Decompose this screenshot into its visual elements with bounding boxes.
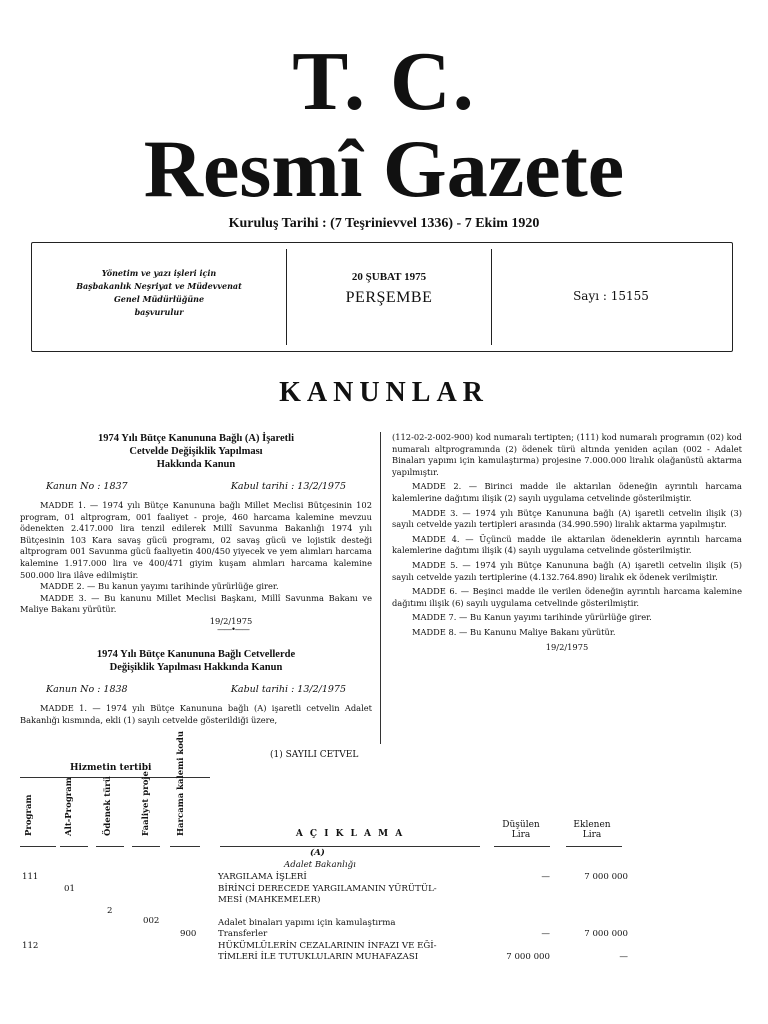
header-rule <box>220 846 480 847</box>
header-rule <box>566 846 622 847</box>
article-3: MADDE 3. — 1974 yılı Bütçe Kanununa bağlı (A) işaretli cetvelin ilişik (3) sayılı cetvelde yazılı tertipleri arasında (34.990.590) liralık aktarma yapılmıştır. <box>392 507 742 530</box>
header-rule <box>60 846 88 847</box>
law-1838-continued <box>392 432 742 653</box>
header-rule <box>170 846 200 847</box>
law-title-line: Hakkında Kanun <box>156 459 236 470</box>
article-1: MADDE 1. — 1974 yılı Bütçe Kanununa bağlı (A) işaretli cetvelin Adalet Bakanlığı kısmında, ekli (1) sayılı cetvelde gösterildiği üzere, <box>20 702 372 725</box>
table-cell-desc: YARGILAMA İŞLERİ <box>218 872 307 882</box>
col-eklenen-label: Eklenen <box>573 820 611 830</box>
issue-weekday: PERŞEMBE <box>345 289 433 306</box>
col-alt-program: Alt-Program <box>64 777 74 836</box>
section-title: KANUNLAR <box>279 377 489 408</box>
law-title <box>20 432 372 471</box>
article-6: MADDE 6. — Beşinci madde ile verilen ödeneğin ayrıntılı harcama kalemine dağıtımı ilişik (6) sayılı uygulama cetvelinde gösterilmiştir. <box>392 586 742 608</box>
issue-date-block <box>287 249 491 365</box>
header-box <box>31 242 733 352</box>
law-date: 19/2/1975 <box>209 615 253 626</box>
founding-date: Kuruluş Tarihi : (7 Teşrinievvel 1336) - 7 Ekim 1920 <box>228 216 540 231</box>
col-odenek: Ödenek türü <box>103 776 113 836</box>
table-cell-desc: Transferler <box>218 929 268 939</box>
header-rule <box>20 846 56 847</box>
law-number: Kanun No : 1837 <box>46 481 128 492</box>
law-title <box>20 648 372 674</box>
article-8: MADDE 8. — Bu Kanunu Maliye Bakanı yürütür. <box>412 626 616 637</box>
separator: ——•—— <box>217 624 249 634</box>
table-cell-program: 111 <box>22 872 39 882</box>
admin-line: başvurulur <box>134 307 184 317</box>
masthead-line1: T. C. <box>292 35 476 128</box>
admin-line: Yönetim ve yazı işleri için <box>101 268 217 278</box>
table-cell-eklenen: 7 000 000 <box>584 872 628 882</box>
col-program: Program <box>24 794 34 836</box>
table-row: Adalet Bakanlığı <box>284 860 356 870</box>
article-5: MADDE 5. — 1974 yılı Bütçe Kanununa bağlı (A) işaretli cetvelin ilişik (5) sayılı cetvelde yazılı tertiplerine (4.132.764.890) liralık ek ödenek verilmiştir. <box>392 559 742 582</box>
table-title: (1) SAYILI CETVEL <box>270 750 359 760</box>
col-harcama: Harcama kalemi kodu <box>176 730 186 836</box>
table-cell-alt: 01 <box>64 884 75 894</box>
article-3: MADDE 3. — Bu kanunu Millet Meclisi Başkanı, Millî Savunma Bakanı ve Maliye Bakanı yürütür. <box>20 592 372 615</box>
table-cell-odenek: 2 <box>107 906 113 916</box>
law-meta <box>20 481 372 492</box>
admin-line: Başbakanlık Neşriyat ve Müdevvenat <box>76 281 242 291</box>
article-1-cont: (112-02-2-002-900) kod numaralı tertipten; (111) kod numaralı programın (02) kod numaralı altprogramında (2) ödenek türü altında yeniden açılan (002 - Adalet Binaları yapımı için kamulaştırma) projesine 7.000.000 liralık olağanüstü aktarma yapılmıştır. <box>392 432 742 477</box>
law-title-line: 1974 Yılı Bütçe Kanununa Bağlı Cetvellerde <box>96 648 296 660</box>
col-eklenen <box>557 820 627 840</box>
law-accepted-date: Kabul tarihi : 13/2/1975 <box>230 683 346 695</box>
issue-number: Sayı : 15155 <box>573 289 649 303</box>
table-cell-desc: MESİ (MAHKEMELER) <box>218 895 321 905</box>
law-meta <box>20 684 372 695</box>
table-cell-desc: TİMLERİ İLE TUTUKLULARIN MUHAFAZASI <box>218 952 419 962</box>
table-cell-dusulen: — <box>541 872 550 882</box>
article-2: MADDE 2. — Bu kanun yayımı tarihinde yürürlüğe girer. <box>40 581 279 592</box>
law-title-line: Cetvelde Değişiklik Yapılması <box>129 446 263 457</box>
article-1: MADDE 1. — 1974 yılı Bütçe Kanununa bağlı Millet Meclisi Bütçesinin 102 program, 01 altprogram, 001 faaliyet - proje, 460 harcama kalemine mevzuu ödenekten 2.417.000 lira tenzil edilerek Millî Savunma Bakanlığı 1974 yılı Bütçesinin 103 Kara savaş gücü programı, 02 savaş gücü ve lojistik desteği altprogram 001 Savunma gücü faaliyetin 400/450 yiyecek ve yem alımları harcama kalemine 1.917.000 lira ve 400/471 giyim kuşam alımları harcama kalemine 500.000 lira ilâve edilmiştir. <box>20 500 372 580</box>
table-group-header: Hizmetin tertibi <box>70 763 152 773</box>
header-rule <box>96 846 124 847</box>
column-divider <box>380 432 381 744</box>
law-date: 19/2/1975 <box>545 641 589 652</box>
table-row: (A) <box>310 848 325 858</box>
table-cell-faaliyet: 002 <box>143 916 160 926</box>
col-dusulen <box>486 820 556 840</box>
header-rule <box>132 846 160 847</box>
table-cell-desc: HÜKÜMLÜLERİN CEZALARININ İNFAZI VE EĞİ- <box>218 941 437 951</box>
table-cell-dusulen: 7 000 000 <box>506 952 550 962</box>
law-title-line: Değişiklik Yapılması Hakkında Kanun <box>109 661 283 673</box>
admin-line: Genel Müdürlüğüne <box>113 294 205 304</box>
table-cell-eklenen: — <box>619 952 628 962</box>
article-2: MADDE 2. — Birinci madde ile aktarılan ödeneğin ayrıntılı harcama kalemlerine dağıtımı ilişik (2) sayılı uygulama cetvelinde gösterilmiştir. <box>392 481 742 503</box>
col-description: A Ç I K L A M A <box>295 829 405 839</box>
law-accepted-date: Kabul tarihi : 13/2/1975 <box>230 481 346 492</box>
table-cell-program: 112 <box>22 941 39 951</box>
col-eklenen-unit: Lira <box>582 830 602 840</box>
issue-date: 20 ŞUBAT 1975 <box>351 271 427 283</box>
col-dusulen-label: Düşülen <box>502 820 540 830</box>
header-rule <box>494 846 550 847</box>
table-cell-desc: BİRİNCİ DERECEDE YARGILAMANIN YÜRÜTÜL- <box>218 884 437 894</box>
law-number: Kanun No : 1838 <box>46 683 128 695</box>
col-faaliyet: Faaliyet proje <box>141 771 151 836</box>
table-cell-dusulen: — <box>541 929 550 939</box>
masthead-title: Resmî Gazete <box>143 123 625 214</box>
table-cell-harcama: 900 <box>180 929 197 939</box>
article-4: MADDE 4. — Üçüncü madde ile aktarılan ödeneklerin ayrıntılı harcama kalemlerine dağıtımı ilişik (4) sayılı uygulama cetvelinde gösterilmiştir. <box>392 533 742 556</box>
table-cell-desc: Adalet binaları yapımı için kamulaştırma <box>218 918 396 928</box>
admin-note <box>32 249 286 361</box>
article-7: MADDE 7. — Bu Kanun yayımı tarihinde yürürlüğe girer. <box>412 612 652 623</box>
law-1837 <box>20 432 372 726</box>
col-dusulen-unit: Lira <box>511 830 531 840</box>
table-cell-eklenen: 7 000 000 <box>584 929 628 939</box>
law-title-line: 1974 Yılı Bütçe Kanununa Bağlı (A) İşaretli <box>97 433 295 444</box>
